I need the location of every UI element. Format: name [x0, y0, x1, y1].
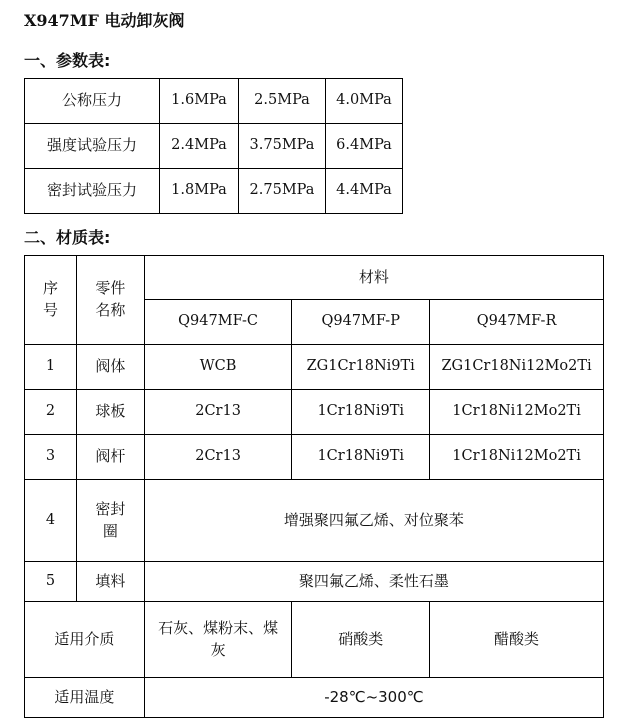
row-material: 2Cr13 — [144, 390, 291, 435]
row-part: 球板 — [76, 390, 144, 435]
param-label: 密封试验压力 — [25, 169, 160, 214]
media-value: 石灰、煤粉末、煤灰 — [144, 602, 291, 678]
header-seq: 序号 — [25, 256, 77, 345]
temp-label: 适用温度 — [25, 678, 145, 718]
row-material-merged: 增强聚四氟乙烯、对位聚苯 — [144, 480, 603, 562]
section-heading-materials: 二、材质表: — [24, 228, 111, 247]
media-value: 硝酸类 — [292, 602, 430, 678]
table-row — [25, 562, 604, 602]
section-heading-params: 一、参数表: — [24, 51, 111, 70]
row-part: 填料 — [76, 562, 144, 602]
param-label: 公称压力 — [25, 79, 160, 124]
header-model: Q947MF-R — [430, 300, 604, 345]
row-material: ZG1Cr18Ni9Ti — [292, 345, 430, 390]
param-value: 2.5MPa — [239, 79, 326, 124]
row-material: 1Cr18Ni12Mo2Ti — [430, 435, 604, 480]
param-value: 1.6MPa — [160, 79, 239, 124]
row-material: WCB — [144, 345, 291, 390]
table-row — [25, 435, 604, 480]
materials-table — [24, 255, 604, 718]
header-model: Q947MF-P — [292, 300, 430, 345]
row-part: 密封圈 — [76, 480, 144, 562]
table-row — [25, 602, 604, 678]
row-seq: 5 — [25, 562, 77, 602]
row-seq: 4 — [25, 480, 77, 562]
param-value: 1.8MPa — [160, 169, 239, 214]
row-part: 阀杆 — [76, 435, 144, 480]
header-material: 材料 — [144, 256, 603, 300]
row-material-merged: 聚四氟乙烯、柔性石墨 — [144, 562, 603, 602]
header-model: Q947MF-C — [144, 300, 291, 345]
param-value: 2.4MPa — [160, 124, 239, 169]
temp-value: -28℃~300℃ — [144, 678, 603, 718]
param-value: 6.4MPa — [326, 124, 403, 169]
table-row — [25, 390, 604, 435]
table-row — [25, 480, 604, 562]
table-row — [25, 169, 403, 214]
row-seq: 2 — [25, 390, 77, 435]
param-value: 4.4MPa — [326, 169, 403, 214]
media-label: 适用介质 — [25, 602, 145, 678]
table-row — [25, 678, 604, 718]
document-title: X947MF 电动卸灰阀 — [24, 11, 185, 30]
param-value: 2.75MPa — [239, 169, 326, 214]
row-material: 1Cr18Ni12Mo2Ti — [430, 390, 604, 435]
row-material: 2Cr13 — [144, 435, 291, 480]
param-value: 3.75MPa — [239, 124, 326, 169]
row-seq: 1 — [25, 345, 77, 390]
row-material: 1Cr18Ni9Ti — [292, 435, 430, 480]
row-material: ZG1Cr18Ni12Mo2Ti — [430, 345, 604, 390]
param-value: 4.0MPa — [326, 79, 403, 124]
media-value: 醋酸类 — [430, 602, 604, 678]
row-part: 阀体 — [76, 345, 144, 390]
header-part-name: 零件名称 — [76, 256, 144, 345]
table-row — [25, 79, 403, 124]
parameter-table — [24, 78, 403, 214]
row-seq: 3 — [25, 435, 77, 480]
table-row — [25, 345, 604, 390]
table-row — [25, 256, 604, 300]
param-label: 强度试验压力 — [25, 124, 160, 169]
table-row — [25, 124, 403, 169]
row-material: 1Cr18Ni9Ti — [292, 390, 430, 435]
